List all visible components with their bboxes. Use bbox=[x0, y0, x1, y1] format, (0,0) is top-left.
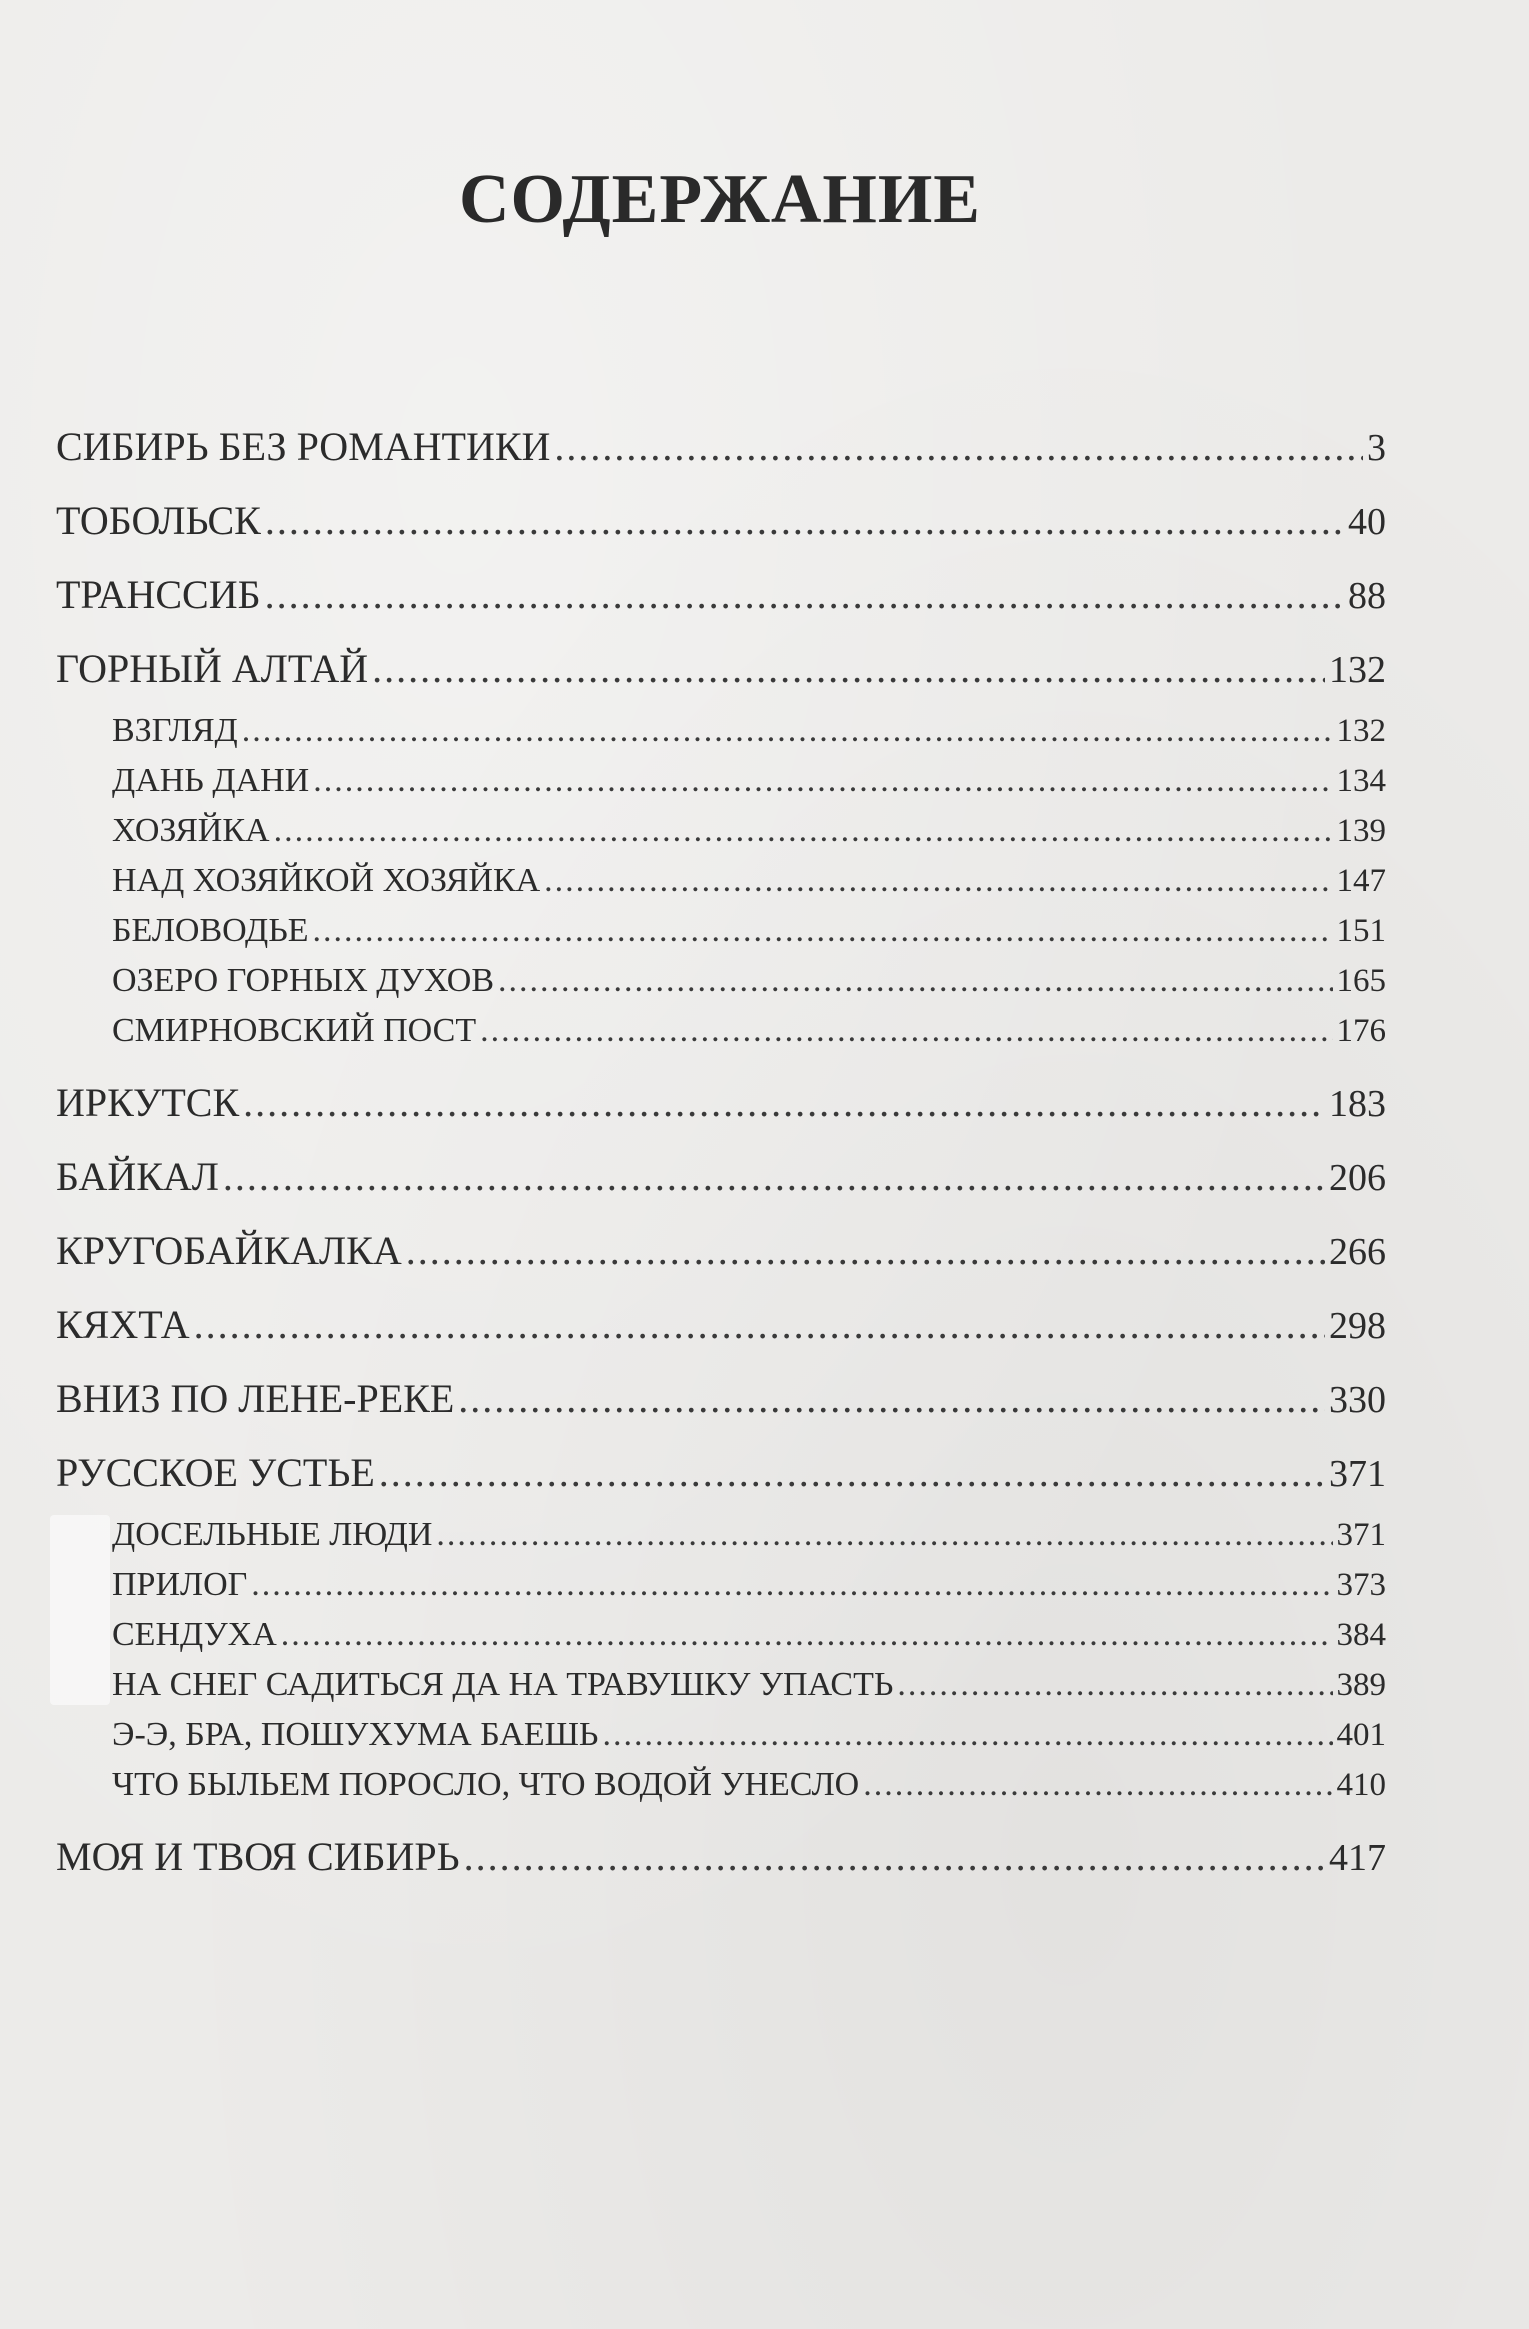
toc-page-number: 410 bbox=[1336, 1767, 1386, 1803]
dot-leader bbox=[243, 1066, 1325, 1140]
toc-subchapter-row bbox=[56, 906, 1386, 956]
dot-leader bbox=[194, 1288, 1325, 1362]
toc-page-number: 40 bbox=[1348, 501, 1386, 543]
toc-subchapter-row bbox=[56, 1510, 1386, 1560]
toc-entry-title: ОЗЕРО ГОРНЫХ ДУХОВ bbox=[112, 962, 495, 999]
toc-subchapter-row bbox=[56, 1610, 1386, 1660]
toc-chapter-row bbox=[56, 1214, 1386, 1288]
dot-leader bbox=[379, 1436, 1325, 1510]
dot-leader bbox=[436, 1510, 1332, 1560]
dot-leader bbox=[372, 632, 1325, 706]
toc-subchapter-row bbox=[56, 856, 1386, 906]
toc-page-number: 371 bbox=[1336, 1517, 1386, 1553]
toc-entry-title: НАД ХОЗЯЙКОЙ ХОЗЯЙКА bbox=[112, 862, 541, 899]
toc-page-number: 401 bbox=[1336, 1717, 1386, 1753]
toc-subchapter-row bbox=[56, 1760, 1386, 1810]
toc-page-number: 176 bbox=[1336, 1013, 1386, 1049]
toc-entry-title: КРУГОБАЙКАЛКА bbox=[56, 1228, 402, 1273]
toc-page-number: 165 bbox=[1336, 963, 1386, 999]
toc-entry-title: ТРАНССИБ bbox=[56, 572, 261, 617]
toc-entry-title: РУССКОЕ УСТЬЕ bbox=[56, 1450, 375, 1495]
dot-leader bbox=[554, 410, 1363, 484]
dot-leader bbox=[544, 856, 1332, 906]
toc-page-number: 206 bbox=[1329, 1157, 1386, 1199]
toc-entry-title: БЕЛОВОДЬЕ bbox=[112, 912, 309, 949]
toc-page-number: 3 bbox=[1367, 427, 1386, 469]
dot-leader bbox=[242, 706, 1333, 756]
toc-entry-title: ДАНЬ ДАНИ bbox=[112, 762, 310, 799]
toc-subchapter-row bbox=[56, 1660, 1386, 1710]
toc-entry-title: ГОРНЫЙ АЛТАЙ bbox=[56, 646, 369, 691]
toc-page-number: 417 bbox=[1329, 1837, 1386, 1879]
toc-page-number: 183 bbox=[1329, 1083, 1386, 1125]
toc-page-number: 389 bbox=[1336, 1667, 1386, 1703]
dot-leader bbox=[897, 1660, 1332, 1710]
toc-chapter-row bbox=[56, 1066, 1386, 1140]
dot-leader bbox=[464, 1820, 1325, 1894]
toc-entry-title: ВЗГЛЯД bbox=[112, 712, 238, 749]
toc-entry-title: ВНИЗ ПО ЛЕНЕ-РЕКЕ bbox=[56, 1376, 455, 1421]
dot-leader bbox=[281, 1610, 1333, 1660]
toc-page-number: 132 bbox=[1329, 649, 1386, 691]
toc-chapter-row bbox=[56, 1436, 1386, 1510]
toc-entry-title: СИБИРЬ БЕЗ РОМАНТИКИ bbox=[56, 424, 551, 469]
toc-subchapter-row bbox=[56, 806, 1386, 856]
toc-page-number: 298 bbox=[1329, 1305, 1386, 1347]
dot-leader bbox=[406, 1214, 1325, 1288]
toc-chapter-row bbox=[56, 1362, 1386, 1436]
dot-leader bbox=[458, 1362, 1325, 1436]
toc-entry-title: ТОБОЛЬСК bbox=[56, 498, 261, 543]
toc-page-number: 88 bbox=[1348, 575, 1386, 617]
dot-leader bbox=[863, 1760, 1332, 1810]
dot-leader bbox=[498, 956, 1332, 1006]
toc-page-number: 371 bbox=[1329, 1453, 1386, 1495]
toc-entry-title: ПРИЛОГ bbox=[112, 1566, 248, 1603]
toc-entry-title: СМИРНОВСКИЙ ПОСТ bbox=[112, 1012, 477, 1049]
toc-chapter-row bbox=[56, 410, 1386, 484]
toc-entry-title: МОЯ И ТВОЯ СИБИРЬ bbox=[56, 1834, 460, 1879]
dot-leader bbox=[274, 806, 1333, 856]
toc-page-number: 373 bbox=[1336, 1567, 1386, 1603]
toc-entry-title: НА СНЕГ САДИТЬСЯ ДА НА ТРАВУШКУ УПАСТЬ bbox=[112, 1666, 894, 1703]
toc-page-number: 330 bbox=[1329, 1379, 1386, 1421]
toc-entry-title: ЧТО БЫЛЬЕМ ПОРОСЛО, ЧТО ВОДОЙ УНЕСЛО bbox=[112, 1766, 860, 1803]
toc-entry-title: СЕНДУХА bbox=[112, 1616, 277, 1653]
dot-leader bbox=[313, 756, 1332, 806]
toc-subchapter-row bbox=[56, 956, 1386, 1006]
toc-page-number: 132 bbox=[1336, 713, 1386, 749]
dot-leader bbox=[265, 484, 1344, 558]
toc-chapter-row bbox=[56, 632, 1386, 706]
toc-entry-title: ХОЗЯЙКА bbox=[112, 812, 270, 849]
dot-leader bbox=[265, 558, 1344, 632]
toc-page-number: 266 bbox=[1329, 1231, 1386, 1273]
dot-leader bbox=[602, 1710, 1332, 1760]
toc-entry-title: БАЙКАЛ bbox=[56, 1154, 219, 1199]
toc-subchapter-row bbox=[56, 1006, 1386, 1056]
toc-entry-title: Э-Э, БРА, ПОШУХУМА БАЕШЬ bbox=[112, 1716, 599, 1753]
page-title: СОДЕРЖАНИЕ bbox=[458, 161, 981, 238]
dot-leader bbox=[251, 1560, 1332, 1610]
dot-leader bbox=[480, 1006, 1332, 1056]
toc-chapter-row bbox=[56, 1820, 1386, 1894]
table-of-contents bbox=[56, 410, 1386, 1894]
toc-page-number: 384 bbox=[1336, 1617, 1386, 1653]
toc-entry-title: КЯХТА bbox=[56, 1302, 190, 1347]
toc-entry-title: ДОСЕЛЬНЫЕ ЛЮДИ bbox=[112, 1516, 433, 1553]
toc-chapter-row bbox=[56, 1288, 1386, 1362]
toc-entry-title: ИРКУТСК bbox=[56, 1080, 240, 1125]
toc-page-number: 151 bbox=[1336, 913, 1386, 949]
toc-subchapter-row bbox=[56, 1710, 1386, 1760]
toc-subchapter-row bbox=[56, 1560, 1386, 1610]
toc-chapter-row bbox=[56, 484, 1386, 558]
toc-chapter-row bbox=[56, 1140, 1386, 1214]
toc-page-number: 134 bbox=[1336, 763, 1386, 799]
toc-page-number: 139 bbox=[1336, 813, 1386, 849]
toc-chapter-row bbox=[56, 558, 1386, 632]
toc-subchapter-row bbox=[56, 706, 1386, 756]
toc-page-number: 147 bbox=[1336, 863, 1386, 899]
section-gap bbox=[56, 1056, 1386, 1066]
section-gap bbox=[56, 1810, 1386, 1820]
dot-leader bbox=[312, 906, 1332, 956]
toc-subchapter-row bbox=[56, 756, 1386, 806]
dot-leader bbox=[223, 1140, 1325, 1214]
